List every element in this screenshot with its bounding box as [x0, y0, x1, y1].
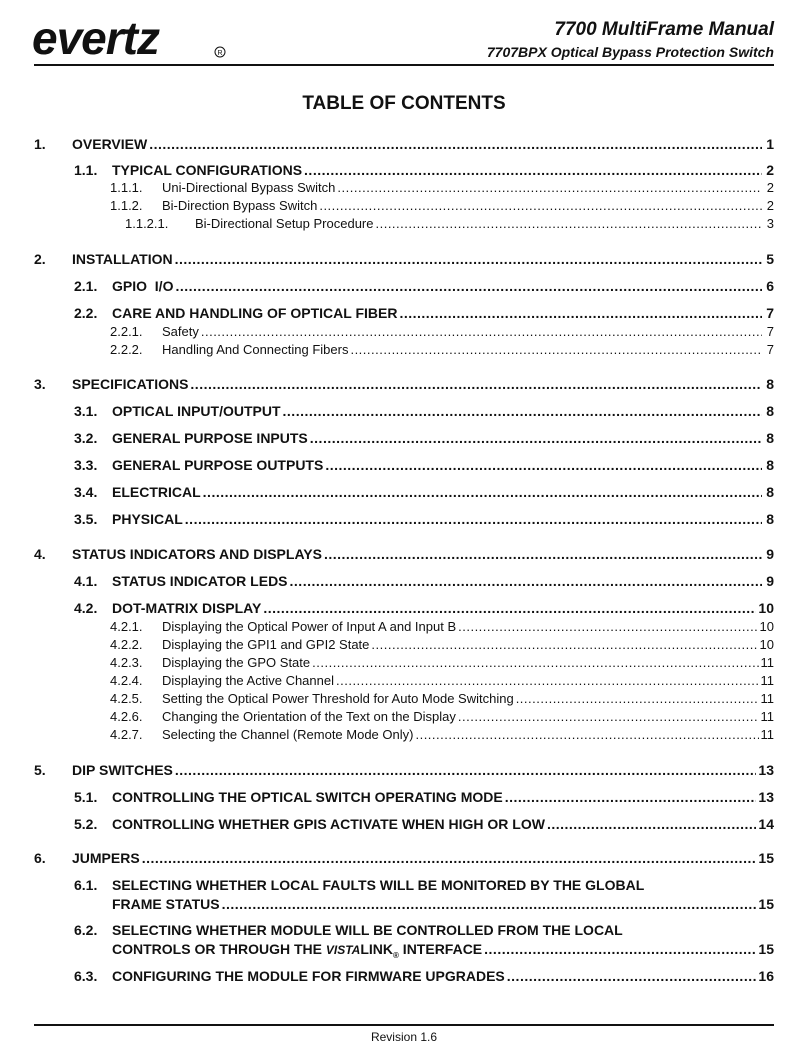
- toc-entry[interactable]: 4.2.3. Displaying the GPO State ..... 11: [110, 655, 774, 670]
- toc-entry[interactable]: 6.3. CONFIGURING THE MODULE FOR FIRMWARE UPGRADES ..... 16: [74, 968, 774, 984]
- footer-revision: Revision 1.6: [370, 1030, 438, 1044]
- toc-entry[interactable]: 3. SPECIFICATIONS ..... 8: [34, 376, 774, 392]
- manual-title: 7700 MultiFrame Manual: [554, 19, 774, 40]
- toc-entry[interactable]: 5.1. CONTROLLING THE OPTICAL SWITCH OPERATING MODE ..... 13: [74, 789, 774, 805]
- toc-entry[interactable]: 5. DIP SWITCHES ..... 13: [34, 762, 774, 778]
- toc-entry[interactable]: 2.2. CARE AND HANDLING OF OPTICAL FIBER ..... 7: [74, 305, 774, 321]
- toc-entry[interactable]: 4.2.5. Setting the Optical Power Threshold for Auto Mode Switching ..... 11: [110, 691, 774, 706]
- toc-entry-6-1-line1[interactable]: 6.1. SELECTING WHETHER LOCAL FAULTS WILL BE MONITORED BY THE GLOBAL: [74, 877, 645, 893]
- header-titles: [487, 18, 774, 62]
- toc-entry[interactable]: 4.1. STATUS INDICATOR LEDS ..... 9: [74, 573, 774, 589]
- toc-entry[interactable]: 5.2. CONTROLLING WHETHER GPIS ACTIVATE WHEN HIGH OR LOW ..... 14: [74, 816, 774, 832]
- toc-entry[interactable]: 3.2. GENERAL PURPOSE INPUTS ..... 8: [74, 430, 774, 446]
- toc-entry[interactable]: 1.1. TYPICAL CONFIGURATIONS ..... 2: [74, 162, 774, 178]
- toc-entry[interactable]: 3.3. GENERAL PURPOSE OUTPUTS ..... 8: [74, 457, 774, 473]
- toc-entry[interactable]: 2.1. GPIO I/O ..... 6: [74, 278, 774, 294]
- toc-entry[interactable]: 1.1.1. Uni-Directional Bypass Switch ..... 2: [110, 180, 774, 195]
- toc-entry-6-2-line1[interactable]: 6.2. SELECTING WHETHER MODULE WILL BE CONTROLLED FROM THE LOCAL: [74, 922, 623, 938]
- toc-entry[interactable]: 4.2.4. Displaying the Active Channel ..... 11: [110, 673, 774, 688]
- toc-entry[interactable]: 3.4. ELECTRICAL ..... 8: [74, 484, 774, 500]
- toc-entry[interactable]: 6. JUMPERS ..... 15: [34, 850, 774, 866]
- footer-rule: [34, 1024, 774, 1026]
- toc-entry[interactable]: 1. OVERVIEW ..... 1: [34, 136, 774, 152]
- toc-entry[interactable]: 4.2. DOT-MATRIX DISPLAY ..... 10: [74, 600, 774, 616]
- toc-entry[interactable]: 4.2.6. Changing the Orientation of the Text on the Display ..... 11: [110, 709, 774, 724]
- toc-entry[interactable]: 2.2.1. Safety ..... 7: [110, 324, 774, 339]
- toc-entry[interactable]: 4. STATUS INDICATORS AND DISPLAYS ..... 9: [34, 546, 774, 562]
- header-rule: [34, 64, 774, 66]
- logo-wordmark: evertz: [32, 16, 159, 64]
- toc-entry[interactable]: 4.2.2. Displaying the GPI1 and GPI2 State ..... 10: [110, 637, 774, 652]
- toc-entry[interactable]: 4.2.7. Selecting the Channel (Remote Mode Only) ..... 11: [110, 727, 774, 742]
- toc-entry[interactable]: 1.1.2. Bi-Direction Bypass Switch ..... 2: [110, 198, 774, 213]
- toc-entry-6-1-line2[interactable]: FRAME STATUS ..... 15: [74, 896, 774, 912]
- svg-text:R: R: [217, 50, 223, 57]
- toc-entry[interactable]: 2.2.2. Handling And Connecting Fibers ..... 7: [110, 342, 774, 357]
- toc-entry[interactable]: 2. INSTALLATION ..... 5: [34, 251, 774, 267]
- toc-entry-6-2-line2[interactable]: CONTROLS OR THROUGH THE $VISTALINK_®$ INTERFACE ..... 15: [74, 941, 774, 960]
- toc-entry[interactable]: 3.1. OPTICAL INPUT/OUTPUT ..... 8: [74, 403, 774, 419]
- toc-title: TABLE OF CONTENTS: [302, 93, 506, 114]
- toc-entry[interactable]: 1.1.2.1. Bi-Directional Setup Procedure ..... 3: [125, 216, 774, 231]
- product-title: 7707BPX Optical Bypass Protection Switch: [486, 44, 774, 60]
- evertz-logo: [30, 16, 230, 66]
- toc-entry[interactable]: 4.2.1. Displaying the Optical Power of Input A and Input B ..... 10: [110, 619, 774, 634]
- toc-entry[interactable]: 3.5. PHYSICAL ..... 8: [74, 511, 774, 527]
